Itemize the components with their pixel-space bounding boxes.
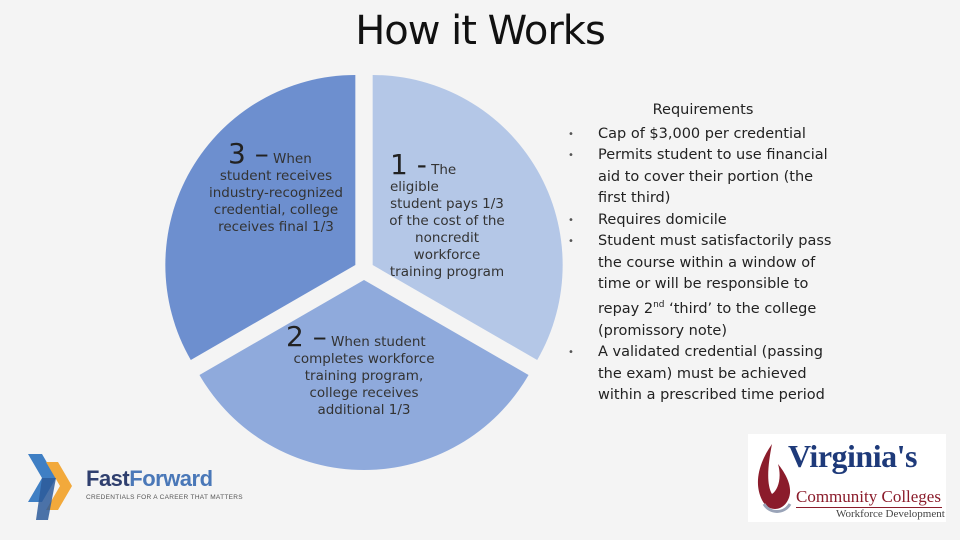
vccs-division: Workforce Development bbox=[836, 508, 945, 520]
requirements-heading: Requirements bbox=[652, 102, 754, 118]
segment-1-lead-word: The eligible bbox=[390, 162, 457, 195]
page-title: How it Works bbox=[355, 8, 605, 54]
requirements-list bbox=[568, 124, 838, 407]
segment-3-text bbox=[208, 137, 344, 236]
list-item: • Cap of $3,000 per credential bbox=[568, 124, 838, 146]
bullet-icon: • bbox=[568, 347, 574, 359]
list-item: • Requires domicile bbox=[568, 210, 838, 232]
list-item: • Permits student to use financial aid to cover their portion (the first third) bbox=[568, 147, 828, 206]
segment-1-number: 1 - bbox=[390, 148, 427, 181]
fastforward-logo bbox=[24, 448, 243, 524]
segment-2-body: completes workforce training program, college receives additional 1/3 bbox=[293, 351, 435, 418]
vccs-subtitle: Community Colleges bbox=[796, 487, 941, 506]
bullet-icon: • bbox=[568, 236, 574, 247]
list-item: • A validated credential (passing the exam) must be achieved within a prescribed time period bbox=[568, 344, 825, 404]
segment-2-text bbox=[282, 320, 446, 419]
bullet-icon: • bbox=[568, 128, 574, 140]
segment-3-lead-word: When bbox=[273, 151, 312, 167]
segment-1-text bbox=[386, 148, 508, 281]
vccs-wordmark: Virginia's bbox=[788, 438, 917, 474]
segment-1-body: student pays 1/3 of the cost of the noncredit workforce training program bbox=[389, 196, 505, 280]
bullet-icon: • bbox=[568, 214, 574, 226]
segment-2-number: 2 – bbox=[286, 320, 327, 353]
segment-2-lead-word: When student bbox=[331, 334, 426, 350]
list-item: • Student must satisfactorily pass the course within a window of time or will be responsible to repay 2nd ‘third’ to the college (promissory note) bbox=[568, 233, 832, 339]
fastforward-tagline: CREDENTIALS FOR A CAREER THAT MATTERS bbox=[86, 494, 243, 501]
fastforward-arrows-icon bbox=[24, 448, 84, 524]
bullet-icon: • bbox=[568, 150, 574, 161]
segment-3-body: student receives industry-recognized credential, college receives final 1/3 bbox=[208, 168, 343, 235]
segment-3-number: 3 – bbox=[228, 137, 269, 170]
vccs-logo bbox=[748, 434, 946, 522]
requirements-panel bbox=[568, 100, 838, 407]
fastforward-wordmark: FastForward bbox=[86, 466, 213, 491]
